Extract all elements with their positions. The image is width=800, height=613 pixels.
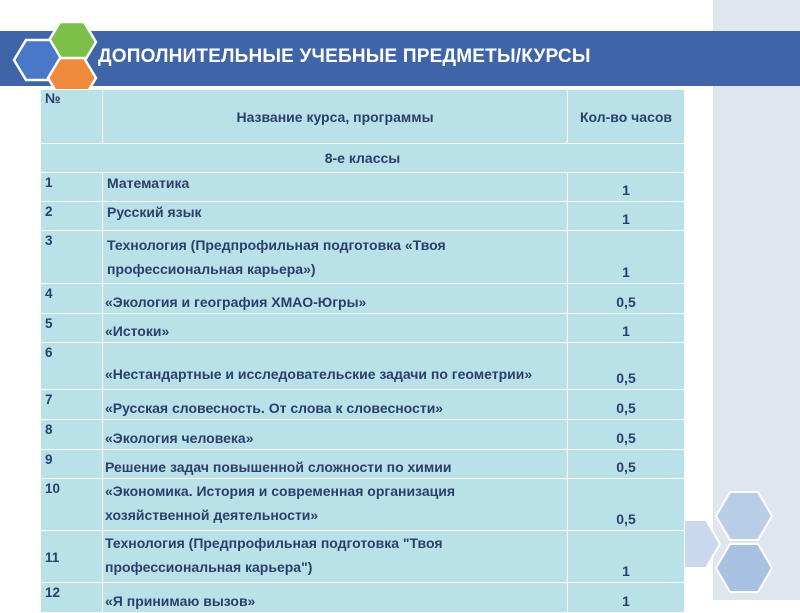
row-num: 11 — [41, 531, 103, 583]
row-name: «Истоки» — [103, 314, 568, 343]
table-row — [41, 450, 685, 479]
row-name: Решение задач повышенной сложности по химии — [103, 450, 568, 479]
row-num: 5 — [41, 314, 103, 343]
row-hours: 0,5 — [568, 450, 685, 479]
hexagon-logo-icon — [8, 18, 98, 98]
row-name: «Экология человека» — [103, 420, 568, 450]
courses-table — [40, 89, 685, 613]
row-hours: 1 — [568, 531, 685, 583]
table-row — [41, 420, 685, 450]
row-hours: 1 — [568, 231, 685, 284]
row-name: «Русская словесность. От слова к словесности» — [103, 390, 568, 420]
row-hours: 1 — [568, 173, 685, 202]
row-hours: 1 — [568, 583, 685, 613]
column-header-num: № — [41, 90, 103, 144]
row-name: «Экономика. История и современная организация хозяйственной деятельности» — [103, 479, 568, 531]
row-hours: 0,5 — [568, 479, 685, 531]
row-num: 6 — [41, 343, 103, 390]
column-header-name: Название курса, программы — [103, 90, 568, 144]
table-row — [41, 173, 685, 202]
row-num: 9 — [41, 450, 103, 479]
table-row — [41, 314, 685, 343]
row-hours: 0,5 — [568, 284, 685, 314]
row-num: 12 — [41, 583, 103, 613]
row-num: 7 — [41, 390, 103, 420]
page-title: ДОПОЛНИТЕЛЬНЫЕ УЧЕБНЫЕ ПРЕДМЕТЫ/КУРСЫ — [98, 46, 591, 67]
table-row — [41, 231, 685, 284]
row-hours: 0,5 — [568, 420, 685, 450]
column-header-hours: Кол-во часов — [568, 90, 685, 144]
table-row — [41, 390, 685, 420]
table-row — [41, 531, 685, 583]
row-num: 10 — [41, 479, 103, 531]
row-num: 1 — [41, 173, 103, 202]
table-row — [41, 343, 685, 390]
row-name: Технология (Предпрофильная подготовка «Твоя профессиональная карьера») — [103, 231, 568, 284]
table-row — [41, 202, 685, 231]
row-name: «Я принимаю вызов» — [103, 583, 568, 613]
row-name: Математика — [103, 173, 568, 202]
decor-hexagons-icon — [672, 488, 800, 600]
table-row — [41, 479, 685, 531]
section-label: 8-е классы — [41, 144, 685, 173]
table-row — [41, 583, 685, 613]
row-hours: 1 — [568, 202, 685, 231]
table-header-row — [41, 90, 685, 144]
row-hours: 1 — [568, 314, 685, 343]
table-row — [41, 284, 685, 314]
row-num: 8 — [41, 420, 103, 450]
row-num: 4 — [41, 284, 103, 314]
row-name: «Нестандартные и исследовательские задачи по геометрии» — [103, 343, 568, 390]
row-name: Русский язык — [103, 202, 568, 231]
row-hours: 0,5 — [568, 390, 685, 420]
section-row — [41, 144, 685, 173]
row-num: 3 — [41, 231, 103, 284]
row-name: «Экология и география ХМАО-Югры» — [103, 284, 568, 314]
row-hours: 0,5 — [568, 343, 685, 390]
row-num: 2 — [41, 202, 103, 231]
row-name: Технология (Предпрофильная подготовка "Твоя профессиональная карьера") — [103, 531, 568, 583]
